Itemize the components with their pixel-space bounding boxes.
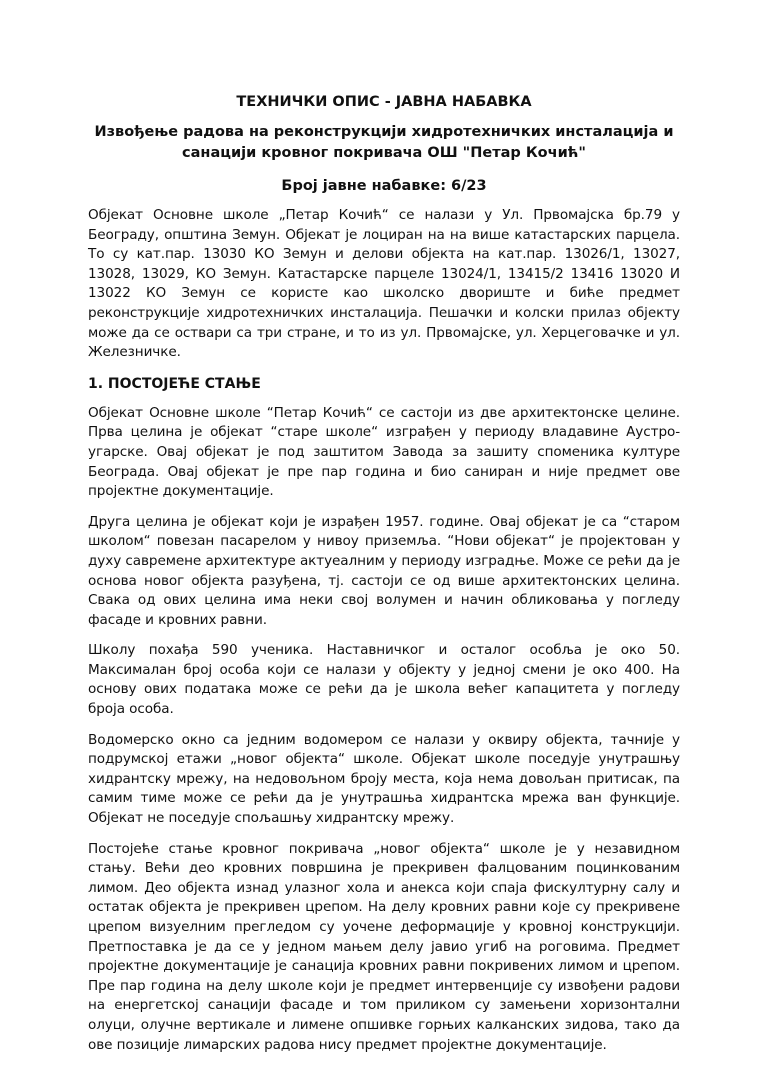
body-paragraph: Објекат Основне школе “Петар Кочић“ се састоји из две архитектонске целине. Прва целина је објекат “старе школе“ изграђен у периоду владавине Аустро-угарске. Овај објекат је под заштитом Завода за зашиту споменика културе Београда. Овај објекат је пре пар година и био саниран и није предмет ове пројектне документације. [88,404,680,500]
body-paragraph: Друга целина је објекат који је израђен 1957. године. Овај објекат је са “старом школом“ повезан пасарелом у нивоу приземља. “Нови објекат“ је пројектован у духу савремене архитектуре актуеалним у периоду изградње. Може се рећи да је основа новог објекта разуђена, тј. састоји се од више архитектонских целина. Свака од ових целина има неки свој волумен и начин обликовања у погледу фасаде и кровних равни. [88,513,680,628]
document-title: ТЕХНИЧКИ ОПИС - ЈАВНА НАБАВКА [236,94,532,110]
body-paragraph: Водомерско окно са једним водомером се налази у оквиру објекта, тачније у подрумској етажи „новог објекта“ школе. Објекат школе поседује унутрашњу хидрантску мрежу, на недовољном броју места, која нема довољан притисак, па самим тиме може се рећи да је унутрашња хидрантска мрежа ван функције. Објекат не поседује спољашњу хидрантску мрежу. [88,731,680,827]
intro-paragraph: Објекат Основне школе „Петар Кочић“ се налази у Ул. Првомајска бр.79 у Београду, општина Земун. Објекат је лоциран на на више катастарских парцела. То су кат.пар. 13030 КО Земун и делови објекта на кат.пар. 13026/1, 13027, 13028, 13029, КО Земун. Катастарске парцеле 13024/1, 13415/2 13416 13020 И 13022 КО Земун се користе као школско двориште и биће предмет реконструкције хидротехничких инсталација. Пешачки и колски прилаз објекту може да се оствари са три стране, и то из ул. Првомајске, ул. Херцеговачке и ул. Железничке. [88,207,680,361]
document-page [88,92,680,1066]
procurement-number: Број јавне набавке: 6/23 [281,178,487,194]
document-subtitle: Извођење радова на реконструкцији хидротехничких инсталација и санацији кровног покривача ОШ "Петар Кочић" [94,124,674,161]
body-paragraph: Школу похађа 590 ученика. Наставничког и осталог особља је око 50. Максималан број особа који се налази у објекту у једној смени је око 400. На основу ових података може се рећи да је школа већег капацитета у погледу броја особа. [88,642,680,718]
section-heading: 1. ПОСТОЈЕЋЕ СТАЊЕ [88,375,261,392]
body-paragraph: Постојеће стање кровног покривача „новог објекта“ школе је у незавидном стању. Већи део кровних површина је прекривен фалцованим поцинкованим лимом. Део објекта изнад улазног хола и анекса који спаја фискултурну салу и остатак објекта је прекривен црепом. На делу кровних равни које су прекривене црепом визуелним прегледом су уочене деформације у кровној конструкцији. Претпоставка је да се у једном мањем делу јавио угиб на роговима. Предмет пројектне документације је санација кровних равни покривених лимом и црепом. Пре пар година на делу школе који је предмет интервенције су извођени радови на енергетској санацији фасаде и том приликом су замењени хоризонтални олуци, олучне вертикале и лимене опшивке горњих калканских зидова, тако да ове позиције лимарских радова нису предмет пројектне документације. [88,840,680,1053]
